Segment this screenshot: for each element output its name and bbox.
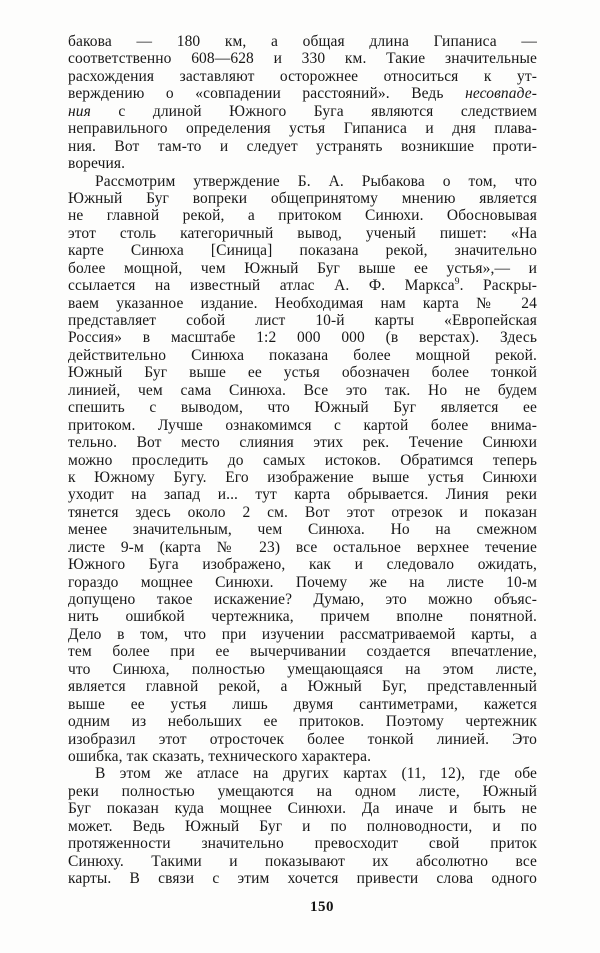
text-segment: выше ее устья лишь двумя сантиметрами, кажется — [68, 695, 537, 713]
text-segment: действительно Синюха показана более мощной рекой. — [68, 346, 537, 364]
text-line — [68, 870, 537, 887]
text-line — [68, 556, 537, 573]
text-segment: является главной рекой, а Южный Буг, представленный — [68, 678, 537, 696]
text-line — [68, 574, 537, 591]
text-line — [68, 138, 537, 155]
text-line — [68, 277, 537, 294]
text-line — [68, 661, 537, 678]
text-line — [68, 347, 537, 364]
text-segment: Буг показан куда мощнее Синюхи. Да иначе и быть не — [68, 800, 537, 818]
text-line — [68, 173, 537, 190]
text-line — [68, 469, 537, 486]
text-line — [68, 329, 537, 346]
text-segment: верждению о «совпадении расстояний». Ведь — [68, 85, 466, 103]
text-segment: расхождения заставляют осторожнее относиться к ут- — [68, 67, 537, 85]
text-line — [68, 68, 537, 85]
text-line — [68, 608, 537, 625]
text-segment: тельно. Вот место слияния этих рек. Течение Синюхи — [68, 434, 537, 452]
text-segment: с длиной Южного Буга являются следствием — [90, 102, 537, 120]
text-line — [68, 85, 537, 102]
text-segment: ния — [68, 102, 91, 120]
text-line — [68, 800, 537, 817]
text-line — [68, 835, 537, 852]
text-segment: притоком. Лучше ознакомимся с картой более внима- — [68, 416, 537, 434]
text-segment: что Синюха, полностью умещающаяся на этом листе, — [68, 660, 537, 678]
text-segment: может. Ведь Южный Буг и по полноводности, и по — [68, 817, 537, 835]
text-segment: более мощной, чем Южный Буг выше ее устья»,— и — [68, 259, 537, 277]
text-line — [68, 452, 537, 469]
text-segment: . Раскры- — [459, 277, 537, 295]
text-segment: неправильного определения устья Гипаниса и дня плава- — [68, 120, 537, 138]
text-segment: В этом же атласе на других картах (11, 12), где обе — [95, 765, 537, 783]
text-line — [68, 190, 537, 207]
text-line — [68, 33, 537, 50]
text-segment: допущено такое искажение? Думаю, это можно объяс- — [68, 591, 537, 608]
text-line — [68, 103, 537, 120]
text-line — [68, 295, 537, 312]
text-segment: несовпаде- — [465, 85, 537, 103]
text-segment: к Южному Бугу. Его изображение выше устья Синюхи — [68, 468, 537, 486]
text-segment: тем более при ее вычерчивании создается впечатление, — [68, 643, 537, 661]
text-line — [68, 417, 537, 434]
text-line — [68, 364, 537, 381]
text-line — [68, 120, 537, 137]
page-text — [68, 33, 537, 887]
text-segment: Южный Буг вопреки общепринятому мнению является — [68, 189, 537, 207]
text-line — [68, 312, 537, 329]
text-segment: протяженности значительно превосходит свой приток — [68, 835, 537, 853]
text-segment: карте Синюха [Синица] показана рекой, значительно — [68, 242, 537, 260]
text-segment: листе 9-м (карта № 23) все остальное верхнее течение — [68, 538, 537, 556]
text-line — [68, 713, 537, 730]
text-line — [68, 626, 537, 643]
text-line — [68, 731, 537, 748]
text-line — [68, 643, 537, 660]
text-line — [68, 591, 537, 608]
footnote-marker: 9 — [454, 276, 460, 287]
text-line — [68, 50, 537, 67]
text-line — [68, 678, 537, 695]
text-line — [68, 696, 537, 713]
text-segment: Рассмотрим утверждение Б. А. Рыбакова о том, что — [95, 172, 537, 190]
text-segment: спешить с выводом, что Южный Буг является ее — [68, 399, 537, 417]
text-segment: соответственно 608—628 и 330 км. Такие значительные — [68, 50, 537, 68]
text-line — [68, 207, 537, 224]
text-segment: менее значительным, чем Синюха. Но на смежном — [68, 521, 537, 539]
text-line — [68, 783, 537, 800]
text-line — [68, 242, 537, 259]
text-line — [68, 399, 537, 416]
text-segment: уходит на запад и... тут карта обрывается. Линия реки — [68, 486, 537, 504]
text-segment: Синюху. Такими и показывают их абсолютно все — [68, 852, 537, 870]
text-line — [68, 853, 537, 870]
text-segment: одним из небольших ее притоков. Поэтому чертежник — [68, 713, 537, 731]
page-number: 150 — [310, 899, 334, 915]
text-segment: линией, чем сама Синюха. Все это так. Но не будем — [68, 381, 537, 399]
text-segment: нить ошибкой чертежника, причем вполне понятной. — [68, 608, 537, 626]
text-segment: ссылается на известный атлас А. Ф. Маркса — [68, 277, 455, 295]
text-line — [68, 521, 537, 538]
text-line — [68, 486, 537, 503]
text-segment: реки полностью умещаются на одном листе, Южный — [68, 782, 537, 800]
text-line — [68, 504, 537, 521]
text-segment: бакова — 180 км, а общая длина Гипаниса — — [68, 33, 537, 50]
text-segment: изобразил этот отросточек более тонкой линией. Это — [68, 730, 537, 748]
text-segment: Дело в том, что при изучении рассматриваемой карты, а — [68, 625, 537, 643]
text-segment: можно проследить до самых истоков. Обратимся теперь — [68, 451, 537, 469]
text-segment: ваем указанное издание. Необходимая нам карта № 24 — [68, 294, 537, 312]
text-segment: тянется здесь около 2 см. Вот этот отрезок и показан — [68, 503, 537, 521]
text-line — [68, 225, 537, 242]
text-segment: воречия. — [68, 155, 126, 173]
text-line — [68, 155, 537, 172]
text-segment: ния. Вот там-то и следует устранять возникшие проти- — [68, 137, 537, 155]
text-segment: не главной рекой, а притоком Синюхи. Обосновывая — [68, 207, 537, 225]
text-line — [68, 748, 537, 765]
text-line — [68, 818, 537, 835]
text-segment: Россия» в масштабе 1:2 000 000 (в верстах). Здесь — [68, 329, 537, 347]
text-line — [68, 382, 537, 399]
text-segment: гораздо мощнее Синюхи. Почему же на листе 10-м — [68, 573, 537, 591]
text-segment: ошибка, так сказать, технического характера. — [68, 747, 372, 765]
text-segment: карты. В связи с этим хочется привести слова одного — [68, 870, 537, 887]
text-line — [68, 539, 537, 556]
text-line — [68, 260, 537, 277]
text-line — [68, 765, 537, 782]
text-segment: представляет собой лист 10-й карты «Европейская — [68, 312, 537, 329]
text-line — [68, 434, 537, 451]
text-segment: Южный Буг выше ее устья обозначен более тонкой — [68, 364, 537, 382]
text-segment: Южного Буга изображено, как и следовало ожидать, — [68, 556, 537, 574]
text-segment: этот столь категоричный вывод, ученый пишет: «На — [68, 224, 537, 242]
